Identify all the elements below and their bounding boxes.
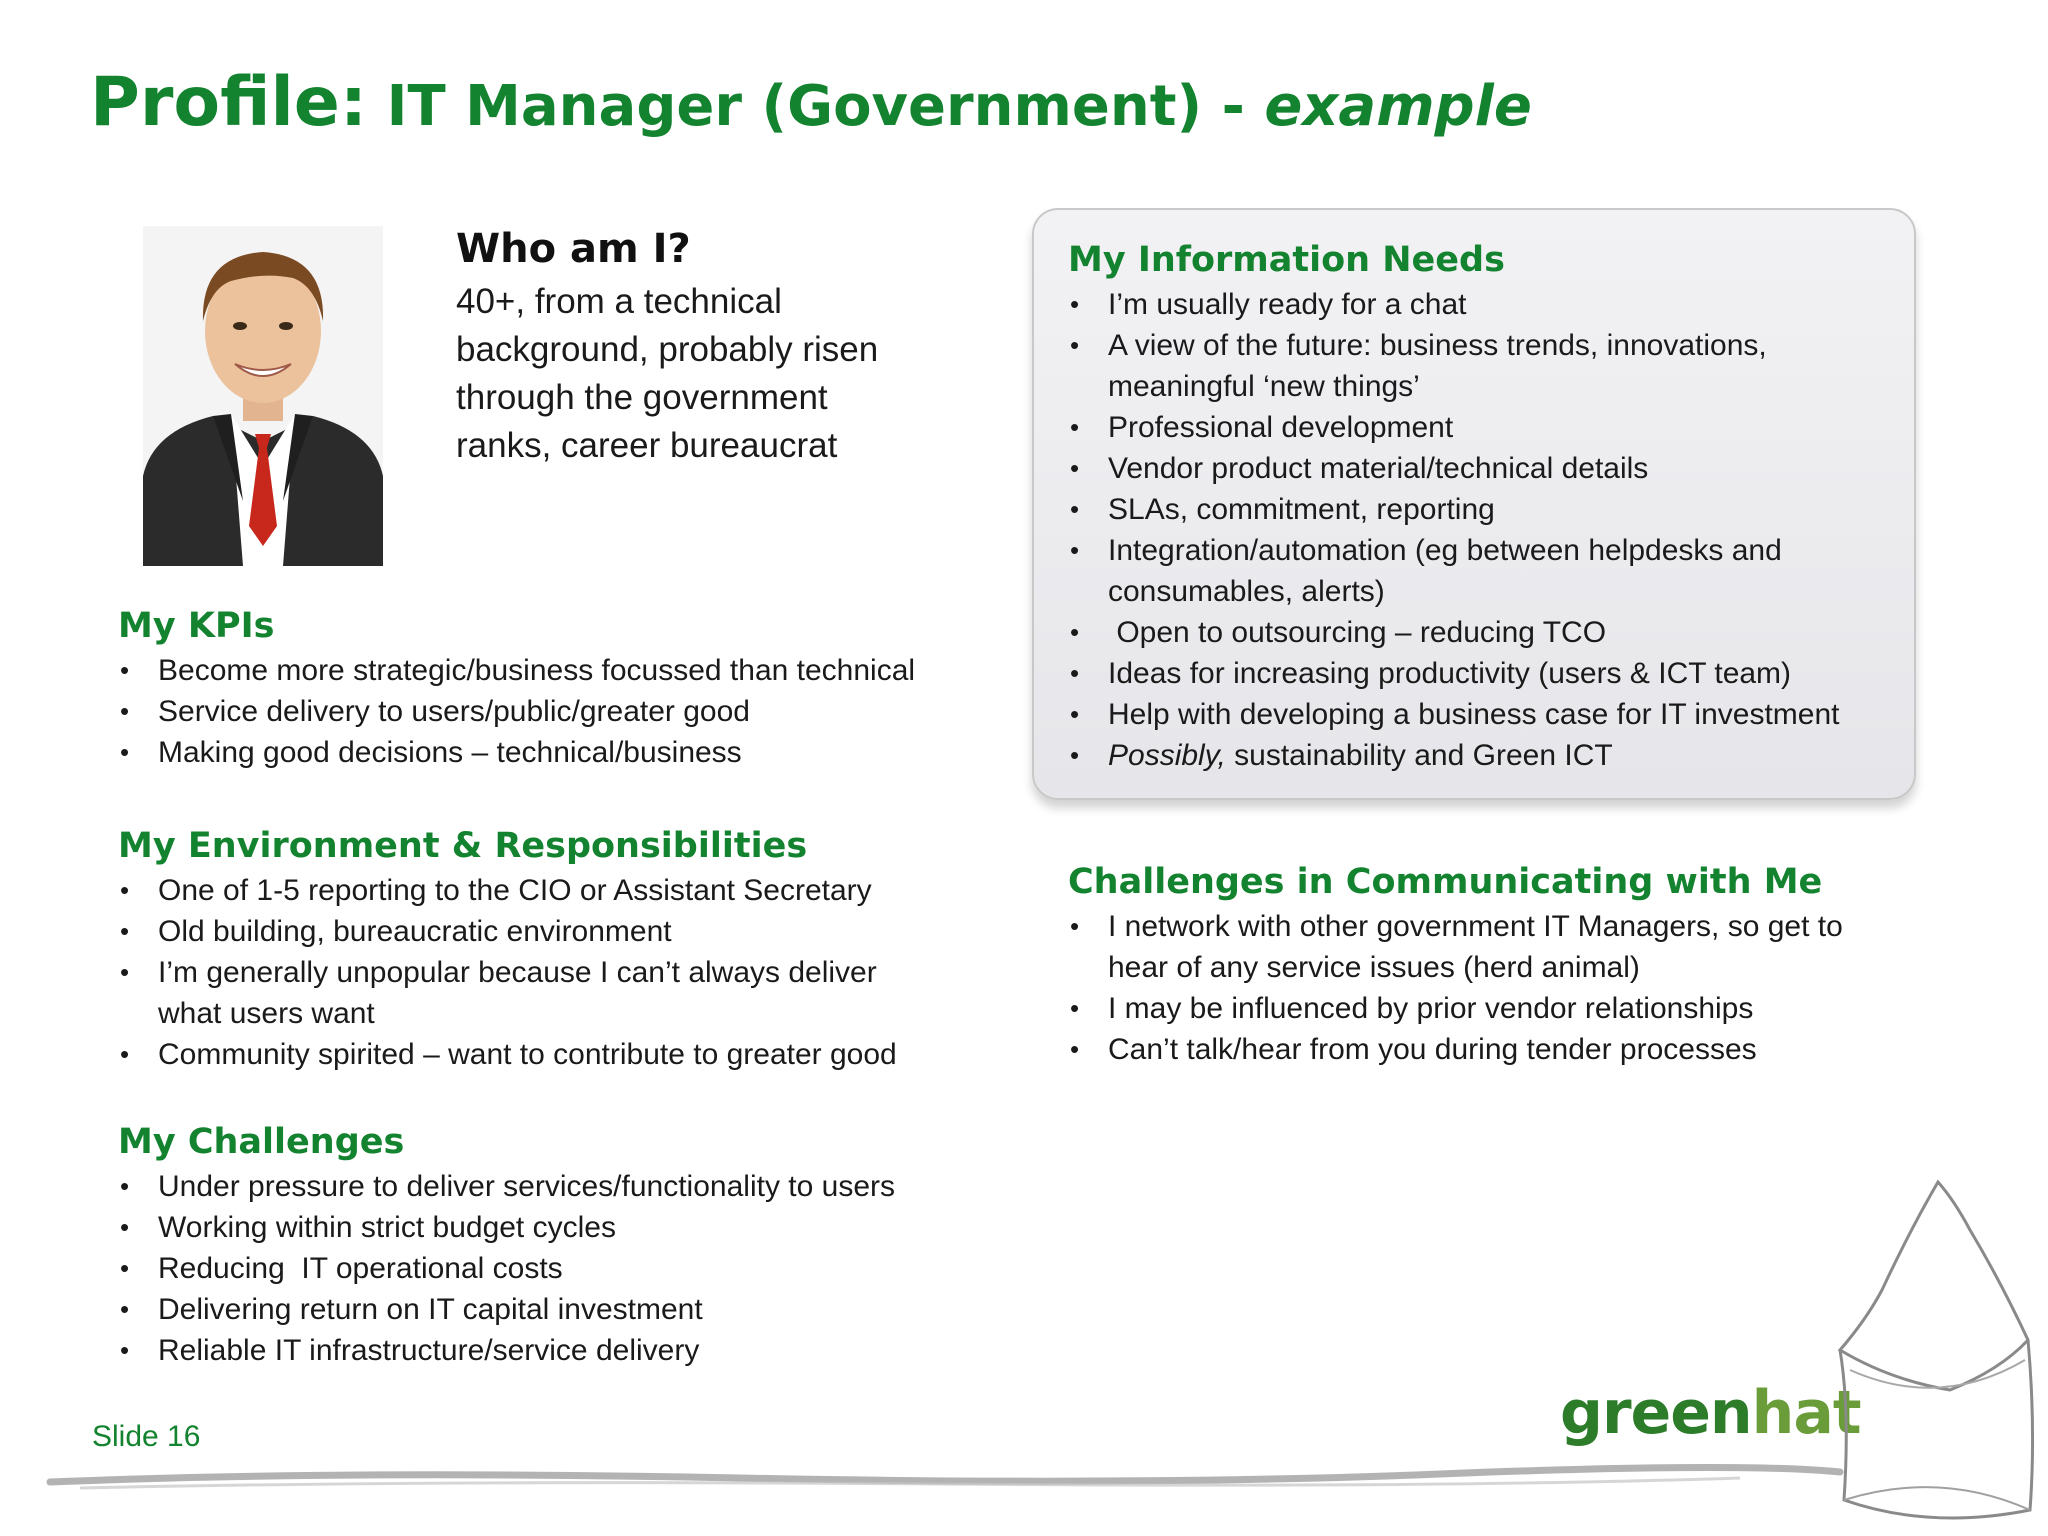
who-am-i-line: 40+, from a technical	[456, 282, 782, 321]
page-title	[90, 63, 1532, 142]
who-am-i-line: through the government	[456, 378, 828, 417]
list-item: • Professional development	[1068, 407, 1880, 448]
information-needs-list	[1068, 284, 1880, 776]
title-main: IT Manager (Government) -	[367, 74, 1265, 139]
challenges-section	[118, 1122, 978, 1371]
list-item: • Old building, bureaucratic environment	[118, 911, 978, 952]
list-item: • Service delivery to users/public/greater good	[118, 691, 978, 732]
list-item: • Integration/automation (eg between helpdesks and consumables, alerts)	[1068, 530, 1868, 612]
list-item: • Reliable IT infrastructure/service delivery	[118, 1330, 978, 1371]
environment-section	[118, 826, 978, 1075]
environment-heading: My Environment & Responsibilities	[118, 826, 808, 866]
challenges-heading: My Challenges	[118, 1122, 405, 1162]
who-am-i-line: background, probably risen	[456, 330, 879, 369]
list-item: • I’m usually ready for a chat	[1068, 284, 1880, 325]
title-prefix: Profile:	[90, 63, 368, 142]
list-item: • I’m generally unpopular because I can’t always deliver what users want	[118, 952, 918, 1034]
challenges-list	[118, 1166, 978, 1371]
information-needs-box	[1032, 208, 1916, 800]
communication-challenges-list	[1068, 906, 1928, 1070]
list-item: • Reducing IT operational costs	[118, 1248, 978, 1289]
brush-stroke-divider	[40, 1460, 1860, 1500]
list-item: • Under pressure to deliver services/functionality to users	[118, 1166, 978, 1207]
list-item: • Delivering return on IT capital investment	[118, 1289, 978, 1330]
list-item: • Ideas for increasing productivity (users & ICT team)	[1068, 653, 1880, 694]
list-item: • Become more strategic/business focussed than technical	[118, 650, 978, 691]
communication-challenges-heading: Challenges in Communicating with Me	[1068, 862, 1823, 902]
list-item: • I may be influenced by prior vendor relationships	[1068, 988, 1928, 1029]
logo-green-text: green	[1560, 1378, 1752, 1448]
kpis-section	[118, 606, 978, 773]
list-item: • SLAs, commitment, reporting	[1068, 489, 1880, 530]
information-needs-heading: My Information Needs	[1068, 240, 1505, 280]
list-item: • Vendor product material/technical details	[1068, 448, 1880, 489]
communication-challenges-section	[1068, 862, 1928, 1070]
profile-photo	[143, 226, 383, 566]
list-item: • Open to outsourcing – reducing TCO	[1068, 612, 1880, 653]
list-item: • Can’t talk/hear from you during tender processes	[1068, 1029, 1928, 1070]
portrait-icon	[143, 226, 383, 566]
greenhat-logo	[1560, 1378, 1861, 1448]
list-item: • One of 1-5 reporting to the CIO or Assistant Secretary	[118, 870, 978, 911]
title-suffix: example	[1264, 74, 1532, 139]
list-item: • I network with other government IT Managers, so get to hear of any service issues (herd animal)	[1068, 906, 1908, 988]
hat-sketch-icon	[1820, 1170, 2048, 1536]
list-item-text: sustainability and Green ICT	[1225, 739, 1613, 772]
list-item: • Making good decisions – technical/business	[118, 732, 978, 773]
list-item: • Working within strict budget cycles	[118, 1207, 978, 1248]
slide-number: Slide 16	[92, 1420, 201, 1453]
kpis-heading: My KPIs	[118, 606, 275, 646]
list-item	[1068, 735, 1880, 776]
list-item: • Help with developing a business case for IT investment	[1068, 694, 1880, 735]
list-item: • Community spirited – want to contribute to greater good	[118, 1034, 978, 1075]
environment-list	[118, 870, 978, 1075]
who-am-i-heading: Who am I?	[456, 226, 691, 272]
kpis-list	[118, 650, 978, 773]
who-am-i-line: ranks, career bureaucrat	[456, 426, 838, 465]
list-item: • A view of the future: business trends, innovations, meaningful ‘new things’	[1068, 325, 1848, 407]
who-am-i-section	[456, 226, 976, 470]
logo-hat-text: hat	[1751, 1378, 1861, 1448]
list-item-emphasis: Possibly,	[1108, 739, 1226, 772]
